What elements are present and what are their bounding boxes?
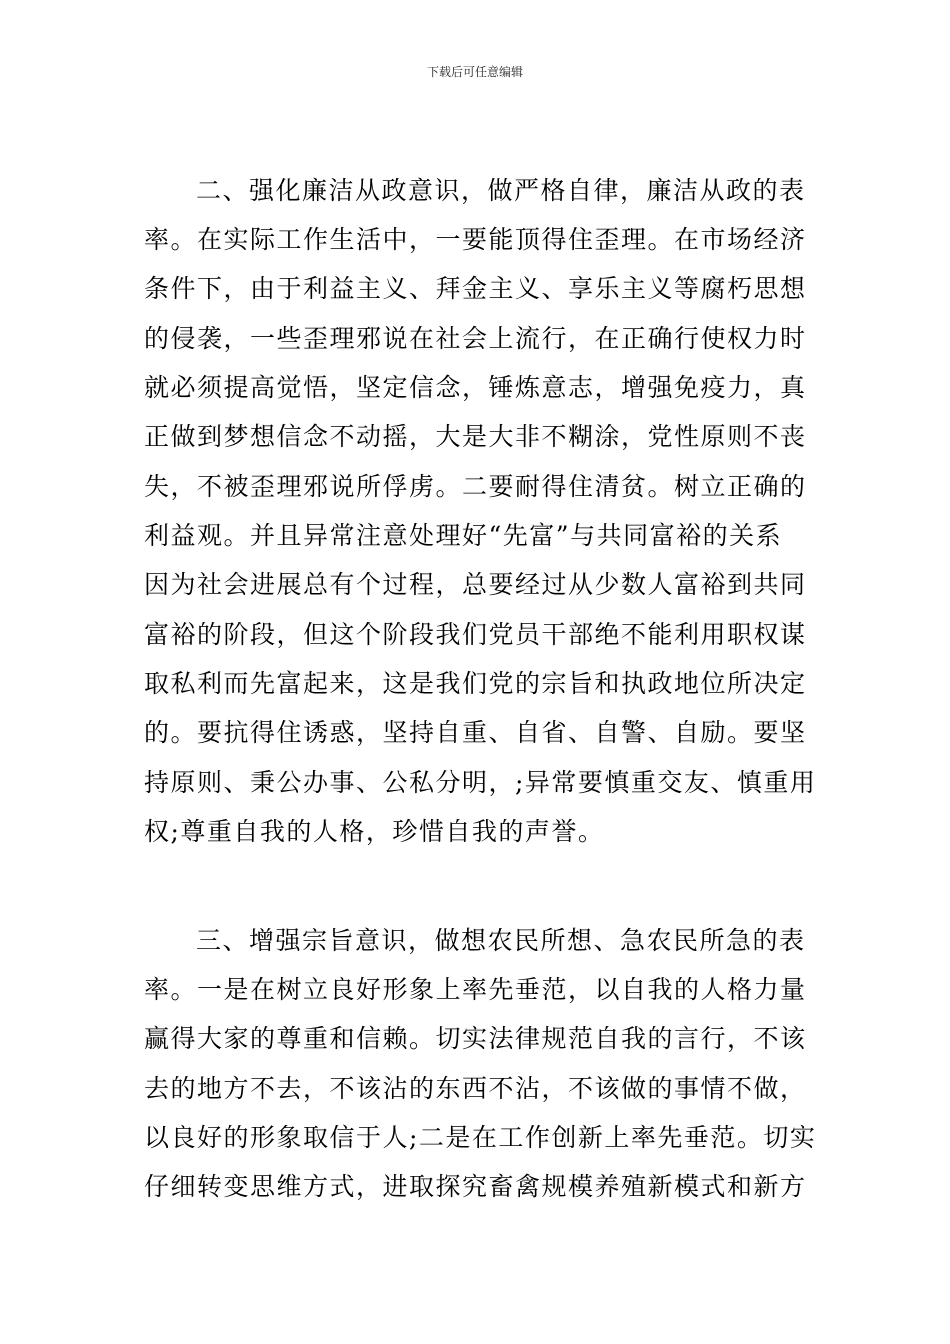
text-line: 因为社会进展总有个过程，总要经过从少数人富裕到共同 [144,570,807,599]
text-line: 的。要抗得住诱惑，坚持自重、自省、自警、自励。要坚 [144,718,807,747]
text-line: 二、强化廉洁从政意识，做严格自律，廉洁从政的表 [196,176,806,205]
text-line: 富裕的阶段，但这个阶段我们党员干部绝不能利用职权谋 [144,620,807,649]
text-line: 就必须提高觉悟，坚定信念，锤炼意志，增强免疫力，真 [144,373,807,402]
text-line: 赢得大家的尊重和信赖。切实法律规范自我的言行，不该 [144,1024,807,1053]
text-line: 取私利而先富起来，这是我们党的宗旨和执政地位所决定 [144,669,807,698]
text-line: 去的地方不去，不该沾的东西不沾，不该做的事情不做， [144,1074,807,1103]
text-line: 率。在实际工作生活中，一要能顶得住歪理。在市场经济 [144,225,807,254]
text-line: 持原则、秉公办事、公私分明，;异常要慎重交友、慎重用 [144,768,817,797]
text-line: 条件下，由于利益主义、拜金主义、享乐主义等腐朽思想 [144,274,807,303]
text-line: 三、增强宗旨意识，做想农民所想、急农民所急的表 [196,926,806,955]
text-line: 失，不被歪理邪说所俘虏。二要耐得住清贫。树立正确的 [144,472,807,501]
text-line: 权;尊重自我的人格，珍惜自我的声誉。 [144,817,605,846]
text-line: 的侵袭，一些歪理邪说在社会上流行，在正确行使权力时 [144,324,807,353]
text-line: 利益观。并且异常注意处理好“先富”与共同富裕的关系 [144,521,783,550]
page-header-note: 下载后可任意编辑 [426,65,523,79]
text-line: 正做到梦想信念不动摇，大是大非不糊涂，党性原则不丧 [144,422,807,451]
text-line: 仔细转变思维方式，进取探究畜禽规模养殖新模式和新方 [144,1172,807,1201]
text-line: 以良好的形象取信于人;二是在工作创新上率先垂范。切实 [144,1123,817,1152]
text-line: 率。一是在树立良好形象上率先垂范，以自我的人格力量 [144,975,807,1004]
